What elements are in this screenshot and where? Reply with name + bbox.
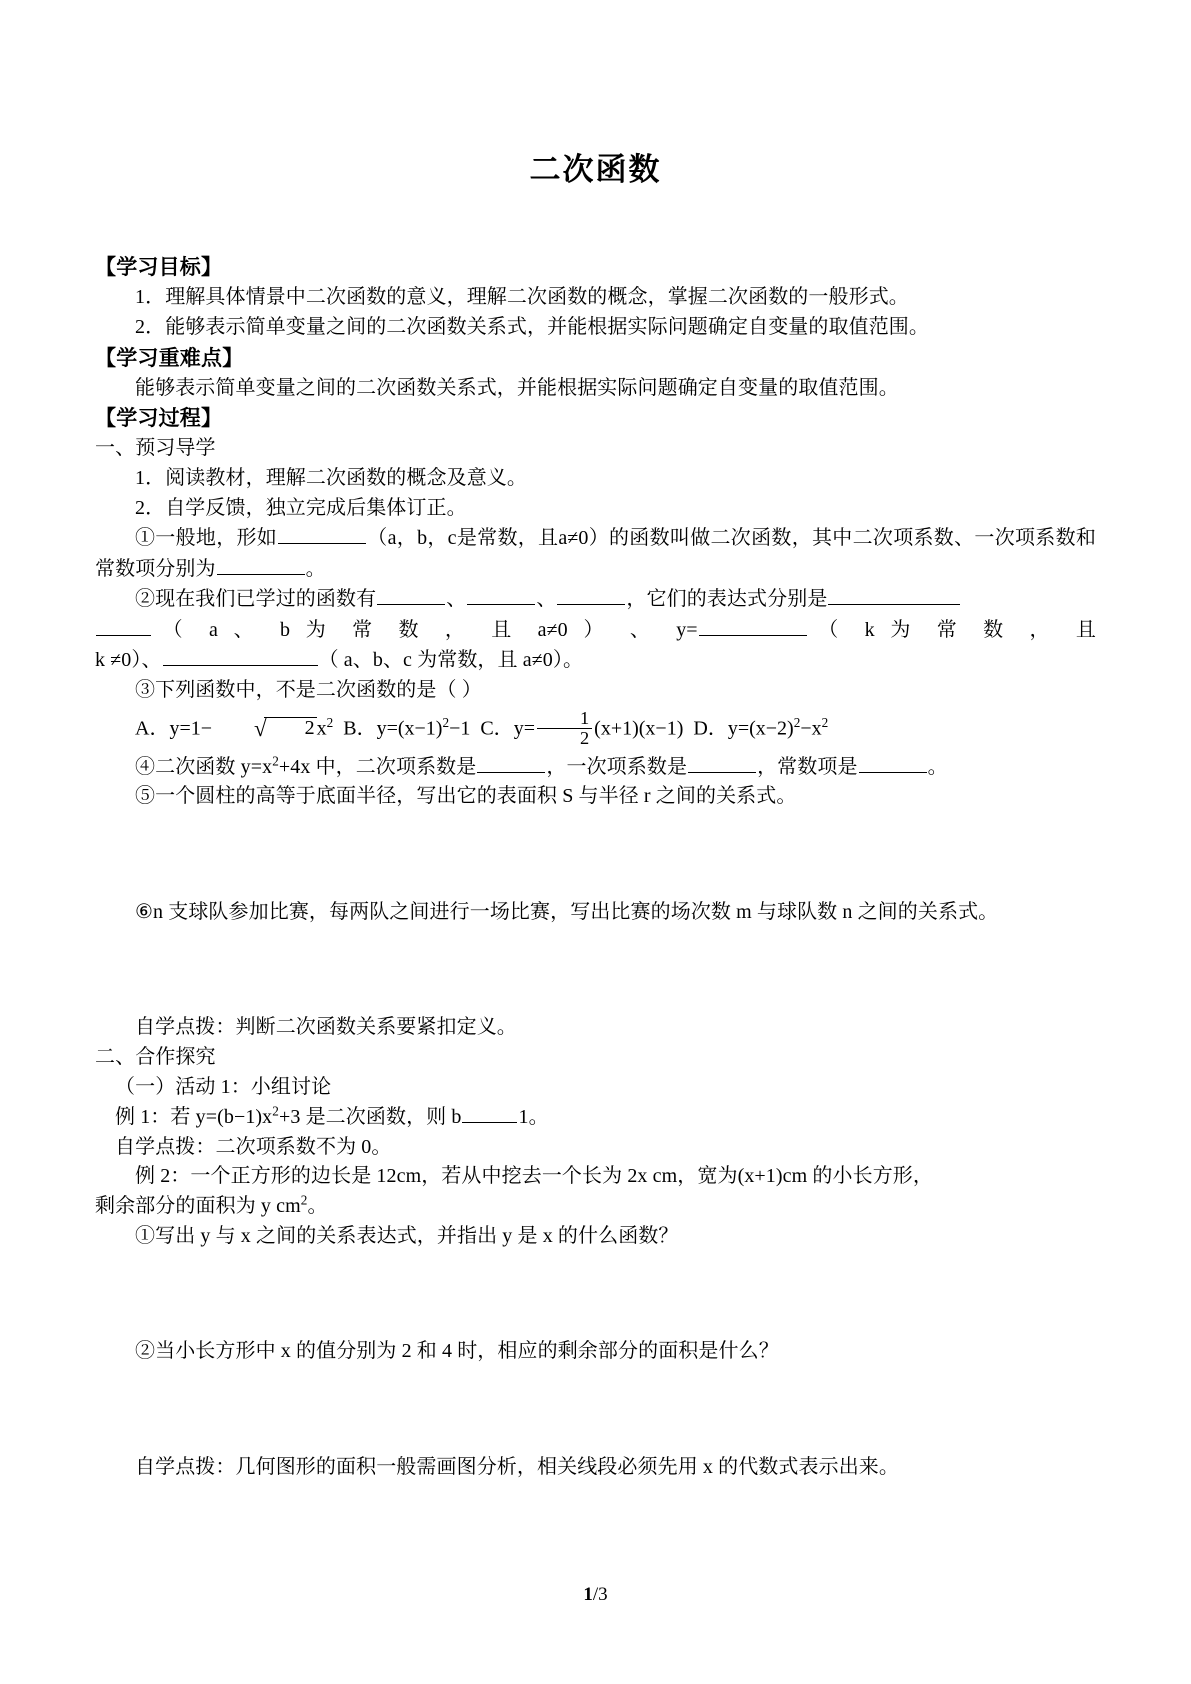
question-2-line-2 [95,615,1096,646]
footer-current-page: 1 [583,1584,593,1605]
option-b-expression-tail: −1 [449,717,471,740]
option-c-expression-prefix: y= [513,717,535,740]
example-2-question-1: ①写出 y 与 x 之间的关系表达式，并指出 y 是 x 的什么函数？ [135,1224,679,1247]
question-2-segment-5: k ≠0）、 [95,649,162,672]
option-d-label: D． [693,717,728,740]
option-d-exponent-2: 2 [821,714,829,730]
option-b-label: B． [343,717,377,740]
question-2-segment-4: ，它们的表达式分别是 [626,588,828,611]
answer-blank[interactable] [557,584,625,605]
example-2-line-1: 例 2：一个正方形的边长是 12cm，若从中挖去一个长为 2x cm，宽为(x+1)cm 的小长方形， [135,1165,933,1188]
answer-blank[interactable] [467,584,535,605]
question-2-segment-6: （ a、b、c 为常数，且 a≠0）。 [318,649,584,672]
self-study-tip-3: 自学点拨：几何图形的面积一般需画图分析，相关线段必须先用 x 的代数式表示出来。 [135,1455,899,1478]
answer-blank[interactable] [688,752,756,773]
example-2-continued [95,1192,1096,1222]
fraction-denominator: 2 [537,728,592,748]
example-2-line-2-suffix: 。 [307,1195,328,1217]
answer-blank[interactable] [828,584,960,605]
question-2-line-1 [95,584,1096,615]
answer-blank[interactable] [477,752,545,773]
question-6: ⑥n 支球队参加比赛，每两队之间进行一场比赛，写出比赛的场次数 m 与球队数 n 之间的关系式。 [135,900,999,923]
process-part-1-title: 一、预习导学 [95,437,216,460]
example-1-segment-2: +3 是二次函数，则 b [278,1106,462,1129]
answer-blank[interactable] [163,645,318,666]
section-heading-objectives: 【学习目标】 [95,255,223,280]
section-heading-key-points: 【学习重难点】 [95,345,244,370]
question-1 [95,523,1096,584]
question-2-segment-1: ②现在我们已学过的函数有 [135,588,377,611]
page-footer [0,1584,1191,1606]
example-2-exponent: 2 [300,1192,308,1208]
question-4-segment-5: 。 [927,755,948,778]
question-2-line-3 [95,645,1096,676]
footer-separator: / [592,1584,599,1605]
question-2-justified-tail: （ k 为 常 数 ， 且 [807,618,1096,641]
question-2-justified-head: （ a 、 b 为 常 数 ， 且 a≠0 ） 、 y= [152,618,698,641]
option-c-label: C． [480,717,514,740]
option-a-expression-suffix: x [316,717,327,740]
question-5: ⑤一个圆柱的高等于底面半径，写出它的表面积 S 与半径 r 之间的关系式。 [135,785,797,808]
example-1-segment-1: 例 1：若 y=(b−1)x [115,1106,273,1129]
question-4 [95,752,1096,783]
question-1-segment-3: 。 [305,557,326,580]
option-a-label: A． [135,717,170,740]
work-space-example-2-q1 [95,1251,1096,1337]
question-4-segment-3: ，一次项系数是 [546,755,688,778]
square-root-icon: √ 2 [254,715,315,741]
work-space-example-2-q2 [95,1367,1096,1453]
self-study-tip-1: 自学点拨：判断二次函数关系要紧扣定义。 [135,1016,517,1039]
section-heading-process: 【学习过程】 [95,406,223,431]
example-1 [95,1102,1096,1133]
question-3-options [95,706,1096,752]
example-2-line-2-prefix: 剩余部分的面积为 y cm [95,1195,301,1217]
option-d-exponent: 2 [793,714,801,730]
example-2 [95,1162,1096,1192]
title-spacer [95,190,1096,252]
question-2-segment-3: 、 [536,588,557,611]
footer-total-pages: 3 [598,1584,608,1605]
question-1-segment-2: （a，b，c是常数，且a≠0）的函数叫做二次函数，其中二次项系数、一次项系数和常数项分别为 [95,527,1097,580]
option-c-expression-suffix: (x+1)(x−1) [594,717,684,740]
key-points-body: 能够表示简单变量之间的二次函数关系式，并能根据实际问题确定自变量的取值范围。 [135,376,899,399]
activity-1-title: （一）活动 1：小组讨论 [115,1075,332,1098]
process-item-2: 2．自学反馈，独立完成后集体订正。 [135,496,467,519]
answer-blank[interactable] [859,752,927,773]
question-4-segment-1: ④二次函数 y=x [135,755,273,778]
process-part-2-title: 二、合作探究 [95,1046,216,1069]
work-space-question-6 [95,927,1096,1013]
question-1-segment-1: ①一般地，形如 [135,527,278,550]
question-4-segment-4: ，常数项是 [757,755,858,778]
answer-blank[interactable] [462,1102,517,1123]
example-2-question-2: ②当小长方形中 x 的值分别为 2 和 4 时，相应的剩余部分的面积是什么？ [135,1340,779,1363]
option-a-exponent: 2 [326,714,334,730]
objective-item-2: 2．能够表示简单变量之间的二次函数关系式，并能根据实际问题确定自变量的取值范围。 [135,315,929,338]
option-a-expression-prefix: y=1− [169,717,213,740]
radicand: 2 [264,717,317,739]
page-title: 二次函数 [529,152,662,187]
question-3-stem: ③下列函数中，不是二次函数的是（ ） [135,679,482,702]
option-b-expression: y=(x−1) [376,717,443,740]
answer-blank[interactable] [699,615,807,636]
question-4-exponent: 2 [272,753,279,768]
question-4-segment-2: +4x 中，二次项系数是 [278,755,477,778]
answer-blank[interactable] [217,554,305,575]
answer-blank[interactable] [278,523,366,544]
fraction-one-half [537,709,592,748]
answer-blank[interactable] [96,615,151,636]
process-item-1: 1．阅读教材，理解二次函数的概念及意义。 [135,466,527,489]
self-study-tip-2: 自学点拨：二次项系数不为 0。 [115,1135,392,1158]
option-d-expression-tail: −x [800,717,822,740]
answer-blank[interactable] [377,584,445,605]
question-2-segment-2: 、 [446,588,467,611]
example-1-segment-3: 1。 [518,1106,549,1129]
option-d-expression: y=(x−2) [727,717,794,740]
option-b-exponent: 2 [442,714,450,730]
example-1-exponent: 2 [272,1103,279,1119]
work-space-question-5 [95,812,1096,898]
fraction-numerator: 1 [579,708,590,729]
objective-item-1: 1．理解具体情景中二次函数的意义，理解二次函数的概念，掌握二次函数的一般形式。 [135,286,909,309]
